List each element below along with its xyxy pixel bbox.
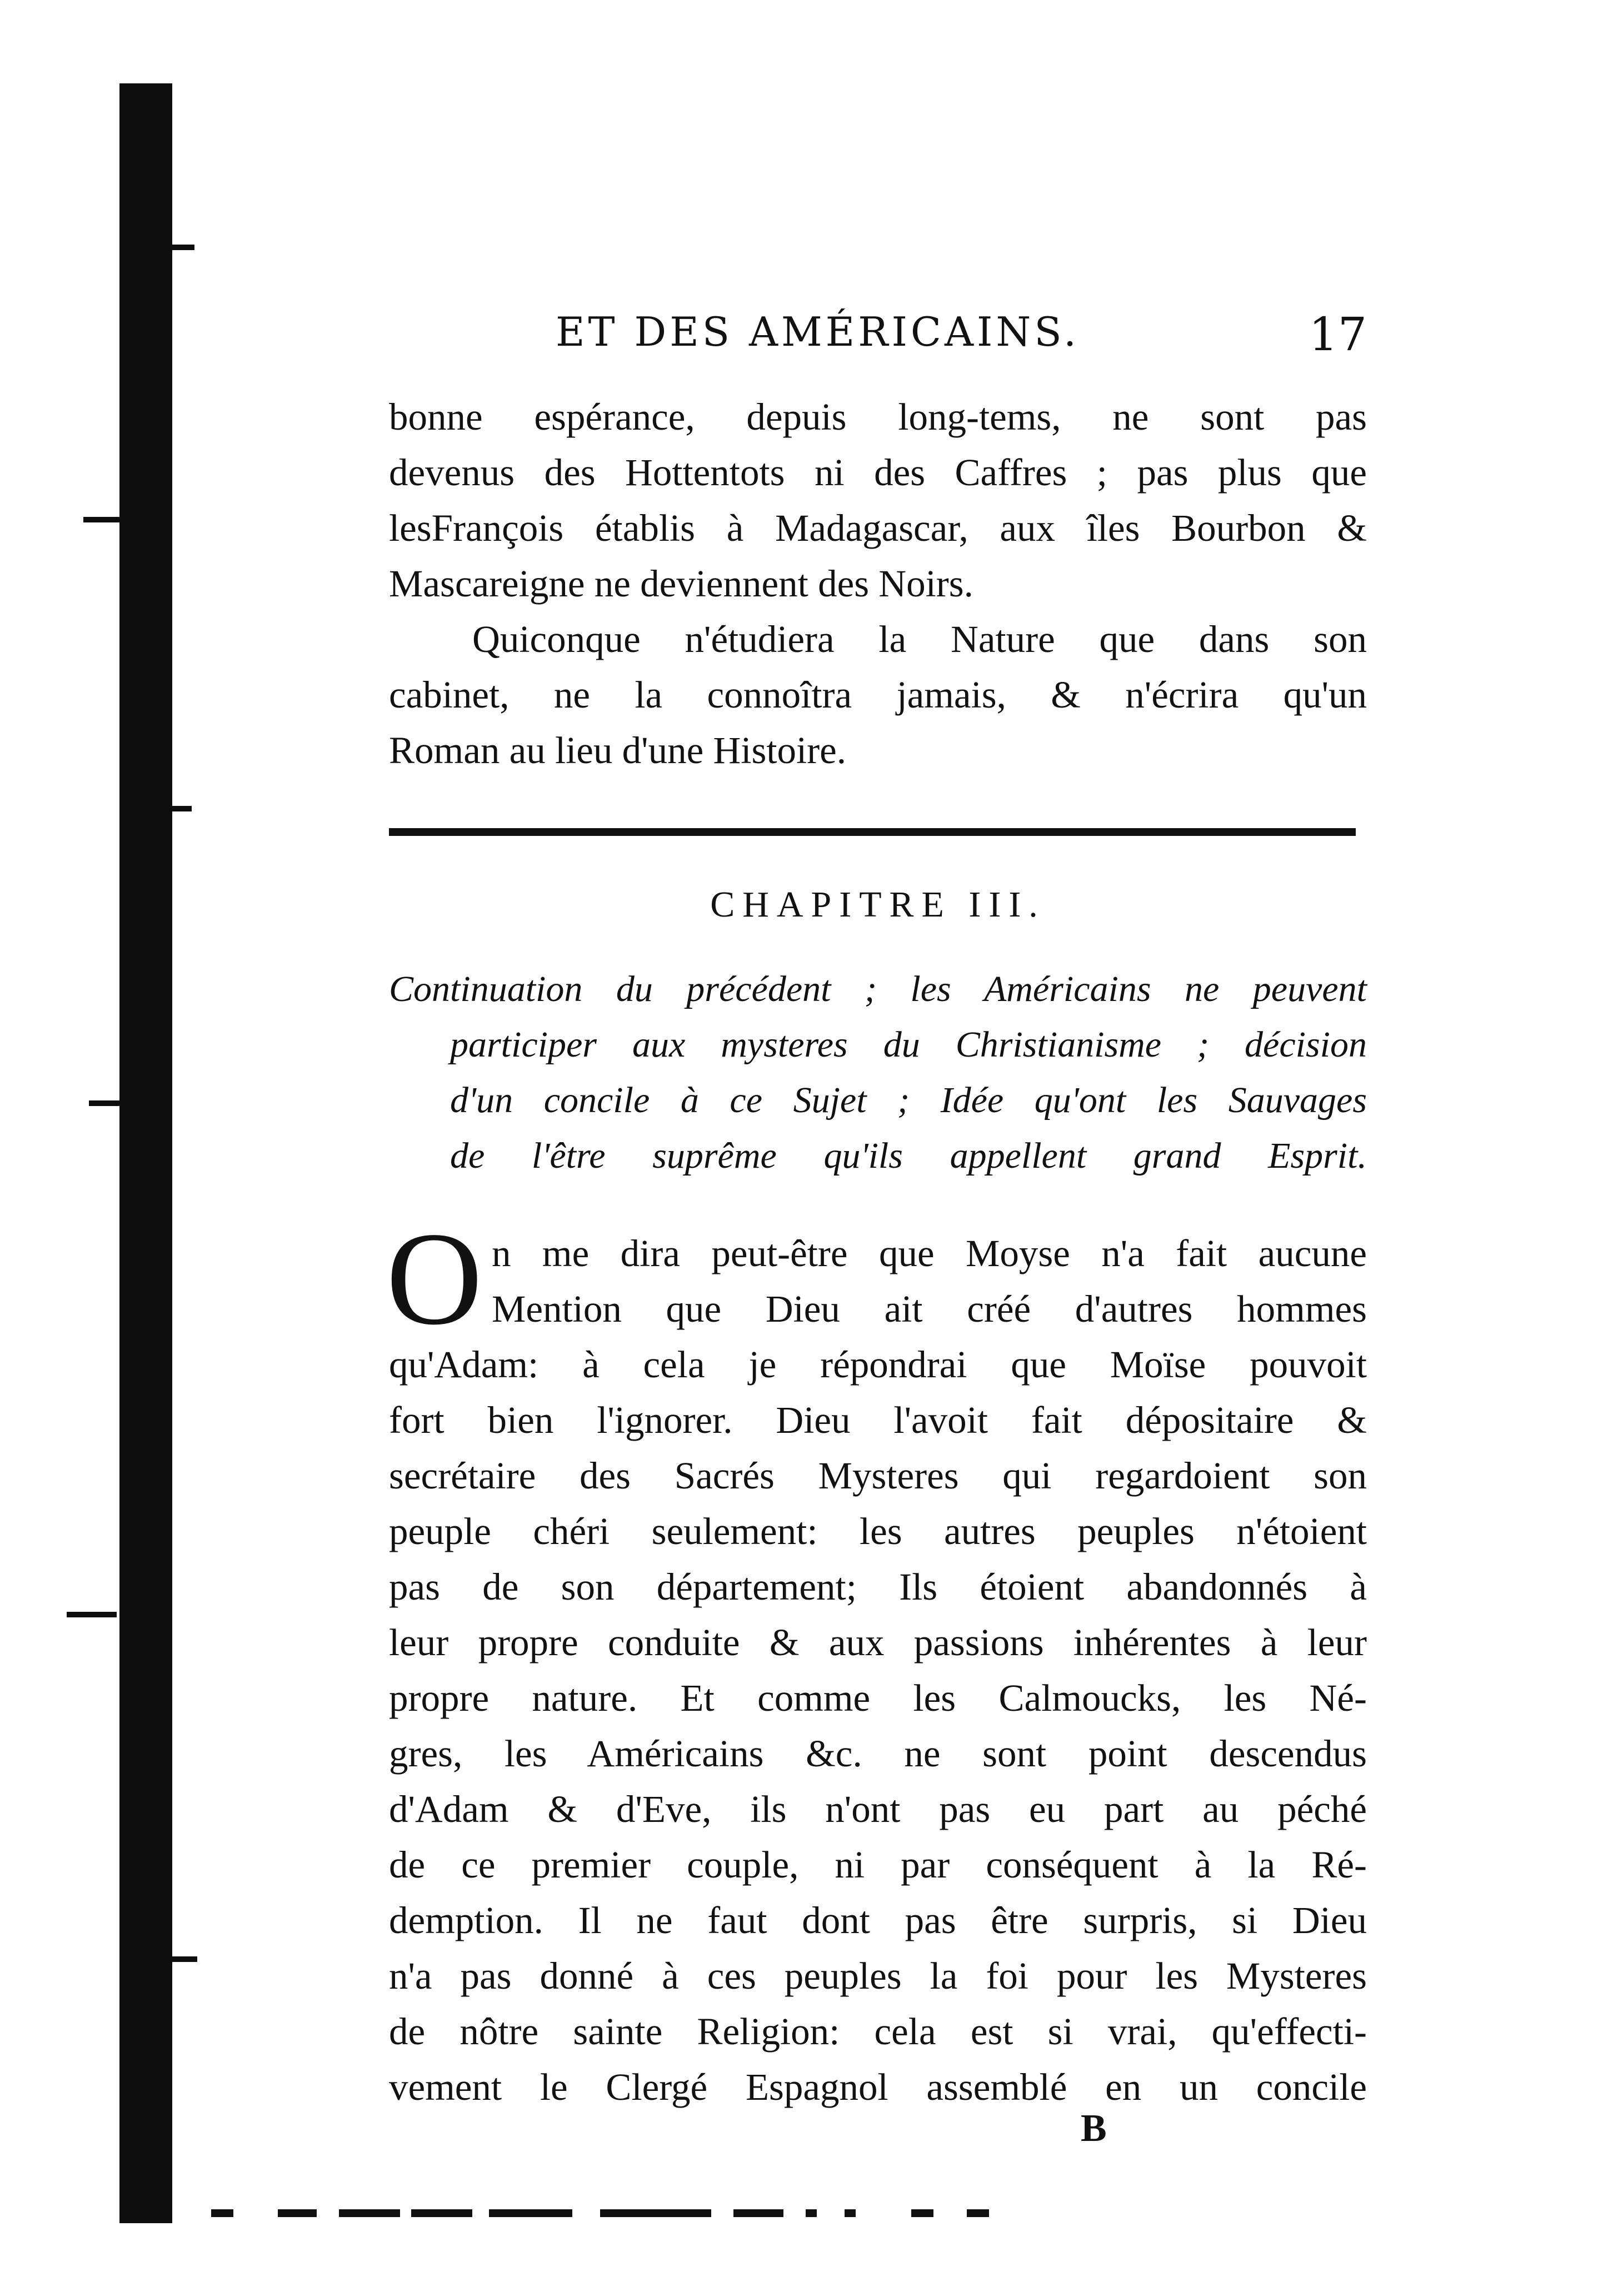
text-line: d'Adam & d'Eve, ils n'ont pas eu part au péché	[389, 1788, 1367, 1830]
scan-mark	[845, 2209, 856, 2217]
text-line: de ce premier couple, ni par conséquent à la Ré-	[389, 1844, 1367, 1886]
binding-mark	[89, 1100, 122, 1106]
text-line: Mention que Dieu ait créé d'autres hommes	[492, 1288, 1367, 1330]
text-line: vement le Clergé Espagnol assemblé en un concile	[389, 2066, 1367, 2108]
scan-mark	[806, 2209, 817, 2217]
text-line: n'a pas donné à ces peuples la foi pour les Mysteres	[389, 1955, 1367, 1997]
text-line: de nôtre sainte Religion: cela est si vrai, qu'effecti-	[389, 2010, 1367, 2053]
binding-mark	[172, 1956, 197, 1962]
text-line: secrétaire des Sacrés Mysteres qui regardoient son	[389, 1455, 1367, 1497]
page-number: 17	[1309, 308, 1367, 361]
running-title: ET DES AMÉRICAINS.	[556, 308, 1080, 355]
scan-mark	[411, 2209, 472, 2217]
text-line: cabinet, ne la connoîtra jamais, & n'écrira qu'un	[389, 674, 1367, 716]
text-line: Quiconque n'étudiera la Nature que dans son	[472, 618, 1367, 660]
body-paragraph	[389, 1226, 1367, 2115]
binding-mark	[172, 806, 192, 811]
text-line: Roman au lieu d'une Histoire.	[389, 729, 847, 771]
chapter-summary	[389, 962, 1367, 1184]
drop-cap: O	[386, 1204, 483, 1352]
summary-line: Continuation du précédent ; les Américains ne peuvent	[389, 969, 1367, 1009]
scan-mark	[339, 2209, 400, 2217]
text-line: demption. Il ne faut dont pas être surpris, si Dieu	[389, 1899, 1367, 1941]
text-line: leur propre conduite & aux passions inhérentes à leur	[389, 1621, 1367, 1664]
text-line: Mascareigne ne deviennent des Noirs.	[389, 562, 973, 605]
text-line: qu'Adam: à cela je répondrai que Moïse pouvoit	[389, 1343, 1367, 1386]
text-line: pas de son département; Ils étoient abandonnés à	[389, 1566, 1367, 1608]
section-rule	[389, 828, 1356, 836]
text-line: propre nature. Et comme les Calmoucks, les Né-	[389, 1677, 1367, 1719]
scan-mark	[211, 2209, 233, 2217]
summary-line: d'un concile à ce Sujet ; Idée qu'ont les Sauvages	[450, 1080, 1367, 1120]
scan-mark	[600, 2209, 711, 2217]
text-line: fort bien l'ignorer. Dieu l'avoit fait dépositaire &	[389, 1399, 1367, 1441]
footer-scan-marks	[211, 2209, 1017, 2220]
scan-mark	[733, 2209, 783, 2217]
signature-mark: B	[1081, 2107, 1107, 2150]
text-line: lesFrançois établis à Madagascar, aux îles Bourbon &	[389, 507, 1367, 549]
continuation-paragraphs	[389, 389, 1367, 778]
text-line: devenus des Hottentots ni des Caffres ; pas plus que	[389, 451, 1367, 494]
text-line: peuple chéri seulement: les autres peuples n'étoient	[389, 1510, 1367, 1552]
text-line: gres, les Américains &c. ne sont point descendus	[389, 1732, 1367, 1775]
binding-mark	[172, 245, 194, 250]
binding-mark	[67, 1612, 117, 1617]
scan-mark	[911, 2209, 933, 2217]
binding-mark	[83, 517, 122, 522]
chapter-heading: CHAPITRE III.	[710, 884, 1046, 925]
scan-mark	[278, 2209, 317, 2217]
page-header	[389, 300, 1367, 361]
scan-mark	[967, 2209, 989, 2217]
text-line: bonne espérance, depuis long-tems, ne sont pas	[389, 396, 1367, 438]
summary-line: de l'être suprême qu'ils appellent grand Esprit.	[450, 1135, 1367, 1176]
text-line: n me dira peut-être que Moyse n'a fait aucune	[492, 1232, 1367, 1274]
summary-line: participer aux mysteres du Christianisme ; décision	[450, 1024, 1367, 1065]
binding-edge	[119, 83, 172, 2223]
scan-mark	[489, 2209, 572, 2217]
